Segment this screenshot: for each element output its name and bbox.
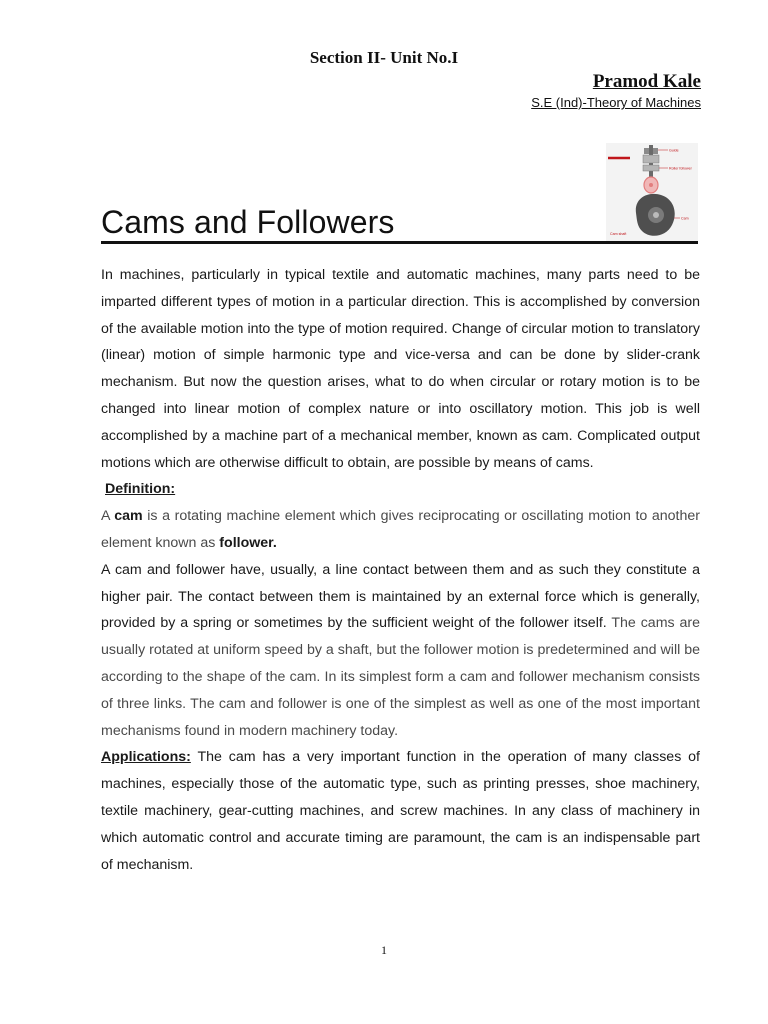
applications-paragraph: Applications: The cam has a very important function in the operation of many classes of machines, especially those of the automatic type, such as printing presses, shoe machinery, textile machinery, gear-cutting machines, and screw machines. In any class of machinery in which automatic control and accurate timing are paramount, the cam is an indispensable part of mechanism.	[101, 749, 700, 873]
course-name: S.E (Ind)-Theory of Machines	[531, 95, 701, 110]
title-rule	[101, 241, 698, 244]
cam-shaft-bore	[653, 212, 659, 218]
definition-heading	[101, 476, 700, 503]
term-follower: follower.	[219, 534, 277, 551]
page-number: 1	[381, 943, 387, 957]
page-title: Cams and Followers	[101, 204, 395, 240]
contact-paragraph: A cam and follower have, usually, a line contact between them and as such they constitute a higher pair. The contact between them is maintained by an external force which is generally, provided by a spring or sometimes by the sufficient weight of the follower itself. The cams are usually rotated at uniform speed by a shaft, but the follower motion is predetermined and will be according to the shape of the cam. In its simplest form a cam and follower mechanism consists of three links. The cam and follower is one of the simplest as well as one of the most important mechanisms found in modern machinery today.	[101, 561, 700, 739]
roller-pin	[649, 183, 653, 187]
term-cam: cam	[114, 508, 143, 525]
cam-follower-figure	[606, 143, 698, 241]
intro-paragraph: In machines, particularly in typical textile and automatic machines, many parts need to be imparted different types of motion in a particular direction. This is accomplished by conversion of the available motion into the type of motion required. Change of circular motion to translatory (linear) motion of simple harmonic type and vice-versa and can be done by slider-crank mechanism. But now the question arises, what to do when circular or rotary motion is to be changed into linear motion of complex nature or into oscillatory motion. This job is well accomplished by a machine part of a mechanical member, known as cam. Complicated output motions which are otherwise difficult to obtain, are possible by means of cams.	[101, 267, 700, 471]
section-title: Section II- Unit No.I	[309, 48, 459, 67]
figure-label-roller: Roller follower	[669, 166, 692, 171]
figure-label-cam: Cam	[681, 216, 689, 221]
definition-label: Definition:	[105, 481, 176, 498]
applications-label: Applications:	[101, 749, 191, 766]
guide-block	[643, 155, 659, 163]
body-text	[101, 262, 700, 878]
figure-label-camshaft: Cam shaft	[610, 232, 627, 236]
guide-block-2	[643, 165, 659, 171]
figure-label-guide: Guide	[669, 148, 679, 153]
definition-paragraph: A cam is a rotating machine element which gives reciprocating or oscillating motion to another element known as follower.	[101, 508, 700, 551]
author-name: Pramod Kale	[592, 71, 701, 92]
